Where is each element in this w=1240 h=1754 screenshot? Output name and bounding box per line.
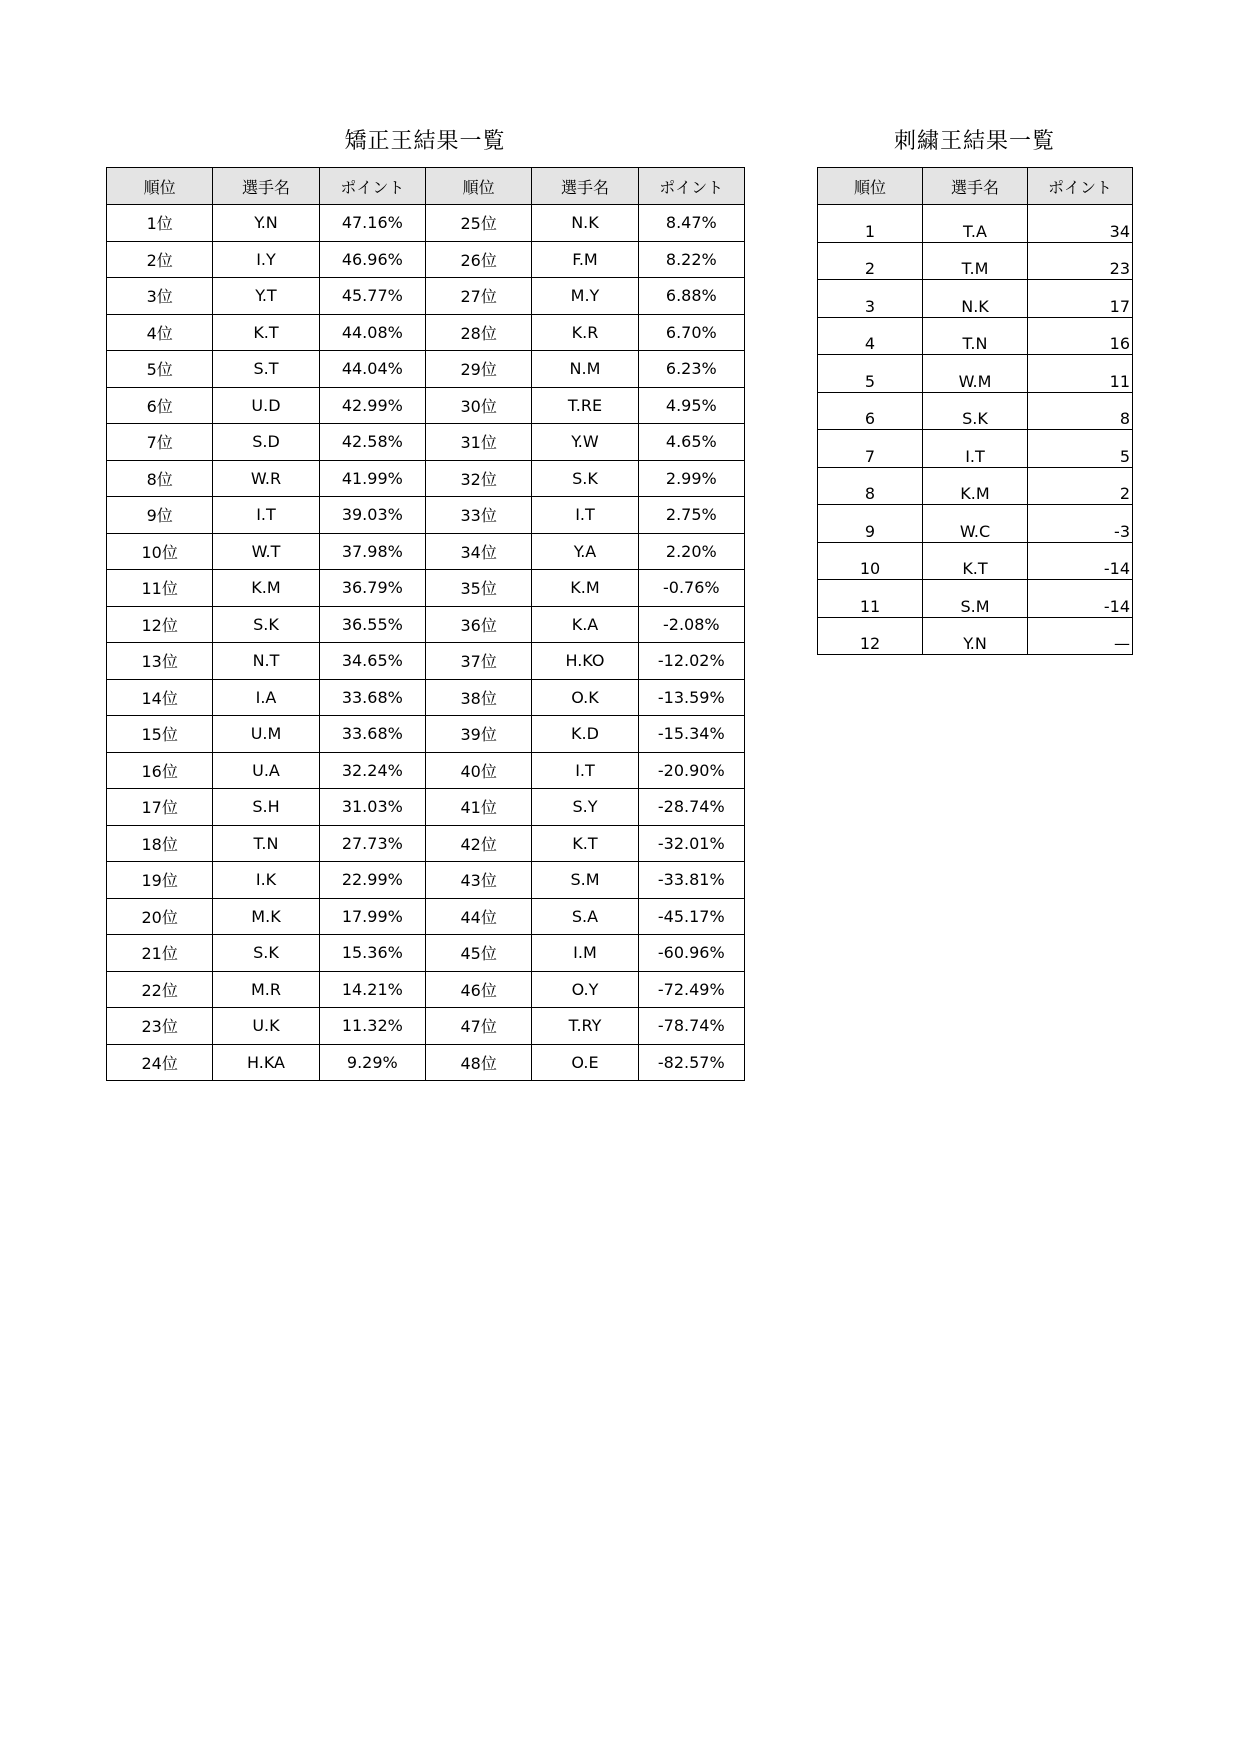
table-cell: 8位: [107, 460, 213, 497]
table-cell: 1: [818, 205, 923, 243]
table-cell: T.RE: [532, 387, 638, 424]
table-row: [107, 533, 745, 570]
table-cell: 6: [818, 392, 923, 430]
table-row: [818, 392, 1133, 430]
table-cell: 10位: [107, 533, 213, 570]
table-row: [107, 643, 745, 680]
table-cell: T.N: [923, 317, 1028, 355]
table-cell: T.M: [923, 242, 1028, 280]
table-cell: 42位: [425, 825, 531, 862]
table-cell: 21位: [107, 935, 213, 972]
table-row: [818, 617, 1133, 655]
table-cell: 36.79%: [319, 570, 425, 607]
table-row: [107, 716, 745, 753]
table-cell: T.RY: [532, 1008, 638, 1045]
table-cell: S.A: [532, 898, 638, 935]
table-cell: 9: [818, 505, 923, 543]
table-cell: 11位: [107, 570, 213, 607]
table-cell: S.M: [532, 862, 638, 899]
table-cell: 37位: [425, 643, 531, 680]
table-cell: -15.34%: [638, 716, 744, 753]
table-cell: T.A: [923, 205, 1028, 243]
column-header: 順位: [107, 168, 213, 205]
table-cell: M.R: [213, 971, 319, 1008]
table-cell: -0.76%: [638, 570, 744, 607]
table-cell: -60.96%: [638, 935, 744, 972]
table-cell: 13位: [107, 643, 213, 680]
table-cell: 40位: [425, 752, 531, 789]
table-cell: K.M: [532, 570, 638, 607]
table-cell: -45.17%: [638, 898, 744, 935]
table-cell: 7位: [107, 424, 213, 461]
table-cell: 4: [818, 317, 923, 355]
table-cell: 44.04%: [319, 351, 425, 388]
table-row: [107, 679, 745, 716]
table-row: [107, 205, 745, 242]
table-cell: 34.65%: [319, 643, 425, 680]
table-cell: K.T: [213, 314, 319, 351]
table-cell: S.T: [213, 351, 319, 388]
table-row: [107, 278, 745, 315]
table-cell: S.K: [213, 935, 319, 972]
table-cell: 43位: [425, 862, 531, 899]
table-cell: 12位: [107, 606, 213, 643]
table-cell: 33位: [425, 497, 531, 534]
table-row: [107, 825, 745, 862]
table-cell: 46位: [425, 971, 531, 1008]
table-cell: S.Y: [532, 789, 638, 826]
table-row: [818, 242, 1133, 280]
table-cell: 17.99%: [319, 898, 425, 935]
table-cell: 36位: [425, 606, 531, 643]
table-cell: I.M: [532, 935, 638, 972]
table-cell: 12: [818, 617, 923, 655]
table-row: [818, 505, 1133, 543]
table-cell: 5位: [107, 351, 213, 388]
table-cell: 39.03%: [319, 497, 425, 534]
table-cell: 15.36%: [319, 935, 425, 972]
table-cell: 25位: [425, 205, 531, 242]
table-cell: 5: [1028, 430, 1133, 468]
table-cell: W.T: [213, 533, 319, 570]
table-cell: 2: [818, 242, 923, 280]
column-header: 選手名: [532, 168, 638, 205]
table-cell: 20位: [107, 898, 213, 935]
table-row: [818, 580, 1133, 618]
table-cell: —: [1028, 617, 1133, 655]
column-header: ポイント: [319, 168, 425, 205]
table-row: [107, 387, 745, 424]
table-cell: 31位: [425, 424, 531, 461]
table-cell: 11: [1028, 355, 1133, 393]
table-header-row: [107, 168, 745, 205]
table-cell: -33.81%: [638, 862, 744, 899]
table-cell: 23: [1028, 242, 1133, 280]
table-row: [107, 570, 745, 607]
table-cell: H.KA: [213, 1044, 319, 1081]
table-cell: Y.N: [923, 617, 1028, 655]
table-cell: 2.99%: [638, 460, 744, 497]
table-row: [818, 355, 1133, 393]
table-cell: U.A: [213, 752, 319, 789]
column-header: 選手名: [213, 168, 319, 205]
kyosei-title: 矯正王結果一覧: [344, 129, 506, 154]
table-cell: 33.68%: [319, 716, 425, 753]
table-cell: 42.58%: [319, 424, 425, 461]
table-cell: 37.98%: [319, 533, 425, 570]
table-cell: -14: [1028, 542, 1133, 580]
table-cell: S.H: [213, 789, 319, 826]
table-cell: 2.75%: [638, 497, 744, 534]
table-row: [107, 460, 745, 497]
table-row: [107, 424, 745, 461]
table-cell: 29位: [425, 351, 531, 388]
table-cell: K.M: [213, 570, 319, 607]
table-cell: -28.74%: [638, 789, 744, 826]
table-cell: 6.88%: [638, 278, 744, 315]
table-cell: 3: [818, 280, 923, 318]
table-row: [107, 497, 745, 534]
table-cell: S.M: [923, 580, 1028, 618]
table-cell: 41.99%: [319, 460, 425, 497]
table-cell: 36.55%: [319, 606, 425, 643]
table-cell: 18位: [107, 825, 213, 862]
column-header: ポイント: [638, 168, 744, 205]
table-cell: -82.57%: [638, 1044, 744, 1081]
table-cell: W.C: [923, 505, 1028, 543]
table-cell: 34: [1028, 205, 1133, 243]
table-cell: 11: [818, 580, 923, 618]
table-row: [818, 430, 1133, 468]
column-header: 選手名: [923, 168, 1028, 205]
table-cell: 48位: [425, 1044, 531, 1081]
table-row: [107, 935, 745, 972]
table-row: [107, 898, 745, 935]
table-row: [107, 862, 745, 899]
table-row: [818, 280, 1133, 318]
table-cell: 6.23%: [638, 351, 744, 388]
table-cell: S.K: [532, 460, 638, 497]
table-cell: 2位: [107, 241, 213, 278]
table-cell: N.T: [213, 643, 319, 680]
table-cell: 8.47%: [638, 205, 744, 242]
table-cell: 39位: [425, 716, 531, 753]
table-cell: T.N: [213, 825, 319, 862]
table-row: [107, 1008, 745, 1045]
table-cell: -20.90%: [638, 752, 744, 789]
table-row: [107, 971, 745, 1008]
table-cell: S.K: [213, 606, 319, 643]
table-cell: 7: [818, 430, 923, 468]
table-cell: M.K: [213, 898, 319, 935]
table-cell: I.K: [213, 862, 319, 899]
table-cell: 6.70%: [638, 314, 744, 351]
shishu-results-table: [817, 167, 1133, 655]
table-cell: 41位: [425, 789, 531, 826]
shishu-title: 刺繍王結果一覧: [893, 129, 1055, 154]
table-cell: 8.22%: [638, 241, 744, 278]
table-cell: 2.20%: [638, 533, 744, 570]
table-cell: -2.08%: [638, 606, 744, 643]
table-cell: 16位: [107, 752, 213, 789]
table-cell: N.K: [532, 205, 638, 242]
table-row: [107, 241, 745, 278]
table-cell: O.K: [532, 679, 638, 716]
table-cell: S.K: [923, 392, 1028, 430]
table-cell: I.T: [213, 497, 319, 534]
table-cell: U.D: [213, 387, 319, 424]
table-row: [818, 542, 1133, 580]
table-cell: 3位: [107, 278, 213, 315]
table-cell: 33.68%: [319, 679, 425, 716]
table-cell: 34位: [425, 533, 531, 570]
table-cell: W.M: [923, 355, 1028, 393]
table-cell: H.KO: [532, 643, 638, 680]
table-cell: 23位: [107, 1008, 213, 1045]
table-cell: Y.A: [532, 533, 638, 570]
table-cell: Y.N: [213, 205, 319, 242]
table-row: [107, 789, 745, 826]
table-cell: U.M: [213, 716, 319, 753]
table-row: [107, 606, 745, 643]
table-cell: 26位: [425, 241, 531, 278]
table-cell: 24位: [107, 1044, 213, 1081]
table-cell: 27位: [425, 278, 531, 315]
table-cell: 11.32%: [319, 1008, 425, 1045]
table-cell: K.D: [532, 716, 638, 753]
table-cell: 10: [818, 542, 923, 580]
table-cell: 44.08%: [319, 314, 425, 351]
table-cell: 17位: [107, 789, 213, 826]
column-header: ポイント: [1028, 168, 1133, 205]
table-cell: S.D: [213, 424, 319, 461]
table-cell: 8: [1028, 392, 1133, 430]
table-cell: N.K: [923, 280, 1028, 318]
table-cell: -32.01%: [638, 825, 744, 862]
table-row: [818, 467, 1133, 505]
table-cell: I.T: [532, 497, 638, 534]
table-cell: W.R: [213, 460, 319, 497]
table-cell: I.T: [532, 752, 638, 789]
table-cell: 6位: [107, 387, 213, 424]
table-cell: 4.95%: [638, 387, 744, 424]
table-row: [107, 1044, 745, 1081]
table-cell: 2: [1028, 467, 1133, 505]
table-cell: 1位: [107, 205, 213, 242]
table-cell: K.T: [532, 825, 638, 862]
table-row: [107, 752, 745, 789]
table-cell: 22.99%: [319, 862, 425, 899]
table-cell: 32.24%: [319, 752, 425, 789]
table-cell: -72.49%: [638, 971, 744, 1008]
table-cell: 42.99%: [319, 387, 425, 424]
column-header: 順位: [425, 168, 531, 205]
table-cell: 45位: [425, 935, 531, 972]
table-cell: -12.02%: [638, 643, 744, 680]
table-cell: U.K: [213, 1008, 319, 1045]
table-cell: 27.73%: [319, 825, 425, 862]
table-cell: 38位: [425, 679, 531, 716]
table-cell: 14.21%: [319, 971, 425, 1008]
table-cell: M.Y: [532, 278, 638, 315]
table-cell: 15位: [107, 716, 213, 753]
table-cell: K.T: [923, 542, 1028, 580]
column-header: 順位: [818, 168, 923, 205]
table-cell: 28位: [425, 314, 531, 351]
table-cell: I.Y: [213, 241, 319, 278]
table-cell: K.M: [923, 467, 1028, 505]
table-cell: 30位: [425, 387, 531, 424]
table-row: [107, 351, 745, 388]
table-cell: -14: [1028, 580, 1133, 618]
table-cell: 45.77%: [319, 278, 425, 315]
table-cell: O.E: [532, 1044, 638, 1081]
table-cell: F.M: [532, 241, 638, 278]
table-row: [107, 314, 745, 351]
table-cell: 5: [818, 355, 923, 393]
table-cell: 47.16%: [319, 205, 425, 242]
table-cell: 19位: [107, 862, 213, 899]
table-cell: K.R: [532, 314, 638, 351]
table-cell: Y.T: [213, 278, 319, 315]
table-cell: -3: [1028, 505, 1133, 543]
table-cell: 9位: [107, 497, 213, 534]
table-cell: -13.59%: [638, 679, 744, 716]
table-row: [818, 205, 1133, 243]
table-cell: I.T: [923, 430, 1028, 468]
table-cell: O.Y: [532, 971, 638, 1008]
table-cell: 22位: [107, 971, 213, 1008]
table-cell: 14位: [107, 679, 213, 716]
table-cell: K.A: [532, 606, 638, 643]
table-cell: 9.29%: [319, 1044, 425, 1081]
table-cell: 31.03%: [319, 789, 425, 826]
table-cell: 17: [1028, 280, 1133, 318]
table-cell: 8: [818, 467, 923, 505]
table-cell: 32位: [425, 460, 531, 497]
table-cell: N.M: [532, 351, 638, 388]
table-cell: 47位: [425, 1008, 531, 1045]
table-cell: 44位: [425, 898, 531, 935]
table-cell: 46.96%: [319, 241, 425, 278]
table-cell: I.A: [213, 679, 319, 716]
table-cell: 16: [1028, 317, 1133, 355]
kyosei-results-table: [106, 167, 745, 1081]
table-header-row: [818, 168, 1133, 205]
table-cell: Y.W: [532, 424, 638, 461]
table-cell: 4位: [107, 314, 213, 351]
table-row: [818, 317, 1133, 355]
table-cell: 4.65%: [638, 424, 744, 461]
table-cell: 35位: [425, 570, 531, 607]
table-cell: -78.74%: [638, 1008, 744, 1045]
